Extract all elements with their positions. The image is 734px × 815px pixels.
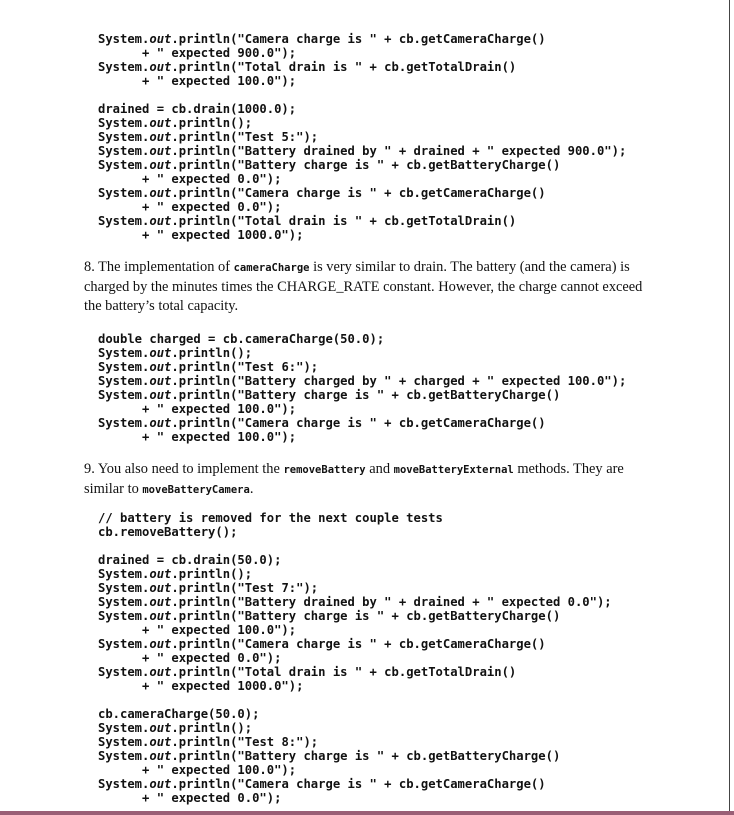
bottom-bar [0,811,734,815]
code-line: + " expected 0.0"); [98,651,282,665]
paragraph-step-9 [84,460,659,500]
code-line: System.out.println("Camera charge is " + cb.getCameraCharge() [98,777,546,791]
code-line: + " expected 900.0"); [98,46,297,60]
code-block-test-7-8 [98,511,612,805]
step-8-code-camera-charge: cameraCharge [233,262,310,274]
code-line: System.out.println("Battery drained by " + drained + " expected 900.0"); [98,144,627,158]
step-9-code-remove-battery: removeBattery [283,464,366,476]
code-line: System.out.println("Battery charge is " + cb.getBatteryCharge() [98,749,561,763]
code-line: System.out.println("Total drain is " + cb.getTotalDrain() [98,60,517,74]
code-line: + " expected 100.0"); [98,763,297,777]
code-line: System.out.println("Test 8:"); [98,735,319,749]
code-line: // battery is removed for the next couple tests [98,511,443,525]
step-9-text-a: 9. You also need to implement the [84,461,284,477]
page-edge [729,0,730,815]
code-line: System.out.println("Battery charged by " + charged + " expected 100.0"); [98,374,627,388]
code-line: System.out.println(); [98,346,253,360]
code-line: System.out.println("Camera charge is " + cb.getCameraCharge() [98,637,546,651]
code-line: + " expected 0.0"); [98,172,282,186]
code-line: + " expected 0.0"); [98,200,282,214]
step-8-text-b: is very similar to drain. The battery (and the camera) is charged by the minutes times the CHARGE_RATE constant. However, the charge cannot exceed the battery’s total capacity. [84,259,643,314]
code-line: System.out.println("Test 6:"); [98,360,319,374]
code-line: System.out.println("Test 7:"); [98,581,319,595]
code-line: drained = cb.drain(1000.0); [98,102,297,116]
code-line: + " expected 1000.0"); [98,228,304,242]
code-line: System.out.println("Battery charge is " + cb.getBatteryCharge() [98,609,561,623]
code-line: + " expected 100.0"); [98,402,297,416]
code-block-test-5 [98,32,626,242]
code-line [98,539,612,553]
code-line: System.out.println("Test 5:"); [98,130,319,144]
step-9-text-d: . [249,481,254,497]
code-line: System.out.println("Camera charge is " + cb.getCameraCharge() [98,186,546,200]
code-line: System.out.println("Total drain is " + cb.getTotalDrain() [98,214,517,228]
code-line: + " expected 100.0"); [98,623,297,637]
code-block-test-6 [98,332,626,444]
code-line: + " expected 100.0"); [98,430,297,444]
code-line: System.out.println("Battery charge is " + cb.getBatteryCharge() [98,388,561,402]
step-8-text-a: 8. The implementation of [84,259,234,275]
code-line: System.out.println(); [98,116,253,130]
code-line: + " expected 1000.0"); [98,679,304,693]
code-line: + " expected 100.0"); [98,74,297,88]
code-line [98,693,612,707]
code-line: System.out.println("Total drain is " + cb.getTotalDrain() [98,665,517,679]
code-line: System.out.println("Camera charge is " + cb.getCameraCharge() [98,32,546,46]
code-line: cb.cameraCharge(50.0); [98,707,260,721]
code-line: System.out.println("Battery charge is " + cb.getBatteryCharge() [98,158,561,172]
code-line: System.out.println("Battery drained by " + drained + " expected 0.0"); [98,595,612,609]
step-9-code-move-battery-external: moveBatteryExternal [393,464,514,476]
code-line: drained = cb.drain(50.0); [98,553,282,567]
code-line [98,88,626,102]
paragraph-step-8 [84,258,659,316]
step-9-code-move-battery-camera: moveBatteryCamera [142,484,250,496]
code-line: cb.removeBattery(); [98,525,238,539]
code-line: System.out.println(); [98,567,253,581]
code-line: + " expected 0.0"); [98,791,282,805]
code-line: System.out.println("Camera charge is " + cb.getCameraCharge() [98,416,546,430]
code-line: double charged = cb.cameraCharge(50.0); [98,332,385,346]
step-9-text-b: and [365,461,394,477]
step-9-text-c: methods. They are similar to [84,461,624,497]
code-line: System.out.println(); [98,721,253,735]
